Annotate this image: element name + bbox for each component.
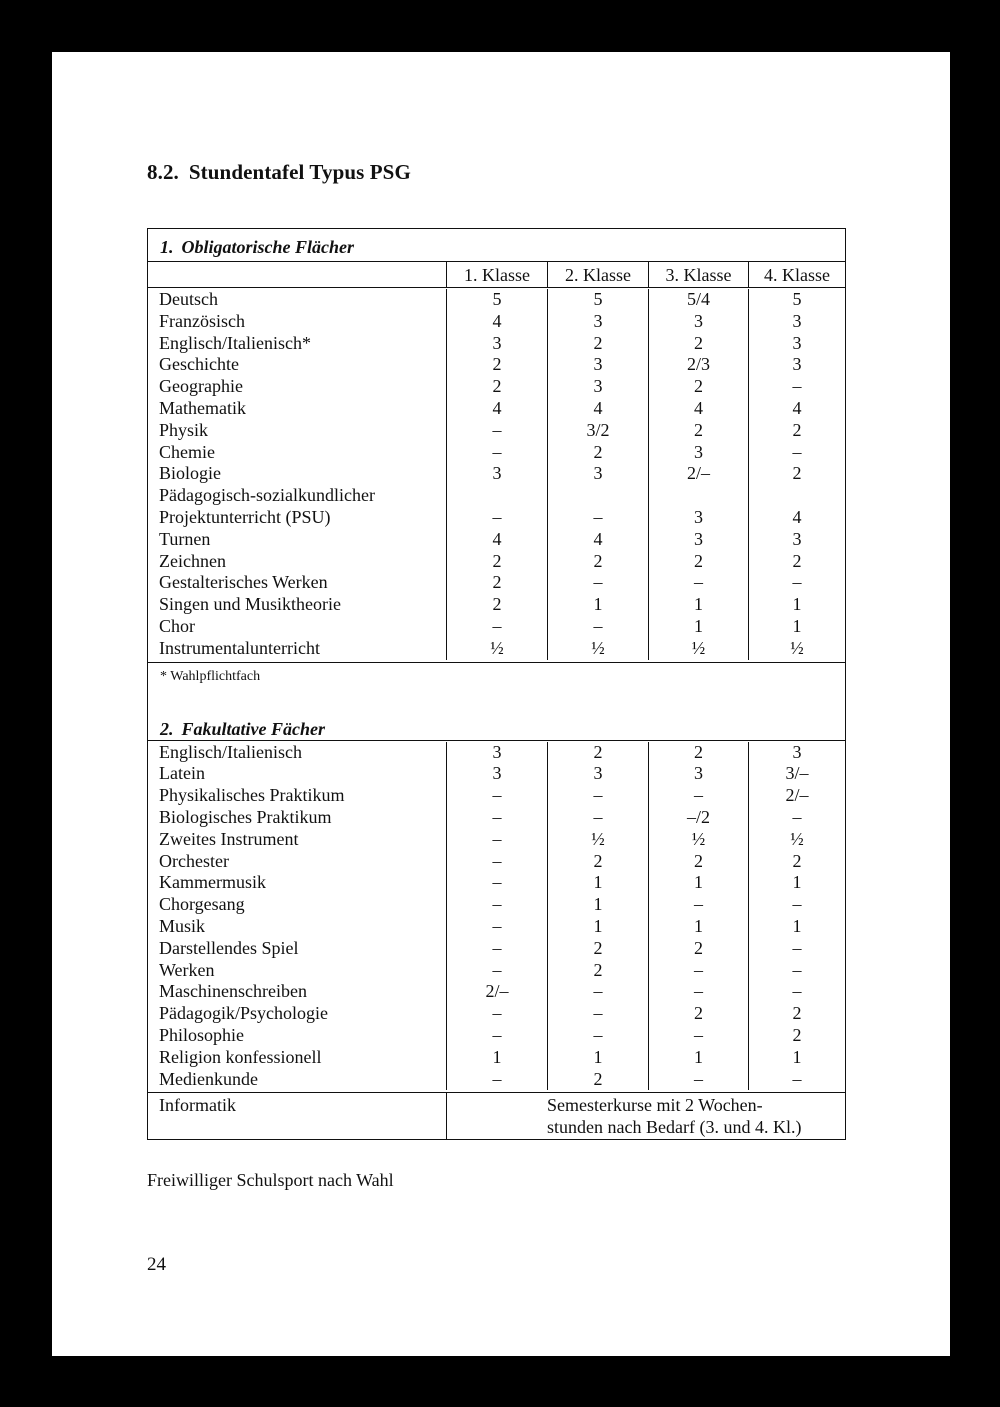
heading-number: 8.2.: [147, 160, 179, 184]
hours-cell: –: [748, 894, 845, 916]
section-1-number: 1.: [160, 237, 174, 257]
hours-cell: 3: [446, 763, 547, 785]
hours-cell: –: [446, 938, 547, 960]
hours-cell: –: [748, 1069, 845, 1091]
note-line: Semesterkurse mit 2 Wochen-: [547, 1095, 763, 1116]
hours-cell: –: [446, 894, 547, 916]
hours-cell: 2: [648, 1003, 748, 1025]
hours-cell: 2: [748, 1025, 845, 1047]
subject-name: Latein: [159, 763, 205, 784]
column-header: 3. Klasse: [648, 262, 748, 288]
hours-cell: 2/–: [748, 785, 845, 807]
subject-name: Singen und Musiktheorie: [159, 594, 341, 615]
hours-cell: 3: [446, 463, 547, 485]
hours-cell: –: [648, 960, 748, 982]
hours-cell: 3: [547, 311, 648, 333]
subject-name: Englisch/Italienisch*: [159, 332, 311, 353]
subject-name: Religion konfessionell: [159, 1046, 322, 1067]
hours-cell: –: [547, 807, 648, 829]
hours-cell: 2/–: [648, 463, 748, 485]
subject-name: Deutsch: [159, 289, 218, 309]
timetable: [147, 228, 846, 1140]
hours-cell: –: [547, 785, 648, 807]
hours-cell: –: [446, 785, 547, 807]
hours-cell: 3: [547, 763, 648, 785]
column-header: 2. Klasse: [547, 262, 648, 288]
hours-cell: 3/2: [547, 420, 648, 442]
hours-cell: ½: [648, 638, 748, 660]
hours-cell: [446, 485, 547, 507]
hours-cell: –: [748, 960, 845, 982]
section-2-rows: [148, 741, 845, 1093]
subject-name: Musik: [159, 915, 206, 936]
hours-cell: [547, 485, 648, 507]
hours-cell: 4: [547, 398, 648, 420]
heading-title: Stundentafel Typus PSG: [188, 160, 411, 184]
hours-cell: 3: [648, 507, 748, 529]
footer-text: Freiwilliger Schulsport nach Wahl: [147, 1170, 394, 1190]
hours-cell: 3: [648, 311, 748, 333]
hours-cell: 2/3: [648, 354, 748, 376]
hours-cell: 1: [648, 916, 748, 938]
hours-cell: 2: [547, 851, 648, 873]
hours-cell: 4: [547, 529, 648, 551]
hours-cell: 3: [446, 742, 547, 764]
subject-name: Kammermusik: [159, 872, 266, 893]
hours-cell: 1: [748, 594, 845, 616]
subject-name: Orchester: [159, 850, 229, 871]
column-header: 1. Klasse: [446, 262, 547, 288]
hours-cell: –: [748, 938, 845, 960]
subject-name: Werken: [159, 959, 215, 980]
footnote: * Wahlpflichtfach: [148, 662, 845, 718]
hours-cell: 2: [547, 938, 648, 960]
subject-name: Geschichte: [159, 354, 239, 375]
hours-cell: 5/4: [648, 289, 748, 311]
hours-cell: 1: [748, 1047, 845, 1069]
hours-cell: –: [446, 1003, 547, 1025]
hours-cell: 2/–: [446, 981, 547, 1003]
hours-cell: 3: [748, 742, 845, 764]
subject-name: Maschinenschreiben: [159, 981, 307, 1002]
hours-cell: –: [748, 981, 845, 1003]
header-subject-cell: [148, 262, 446, 288]
column-header: 4. Klasse: [748, 262, 845, 288]
hours-cell: –: [446, 1069, 547, 1091]
subject-name: Informatik: [159, 1095, 236, 1116]
subject-name: Pädagogik/Psychologie: [159, 1003, 328, 1024]
subject-name: Projektunterricht (PSU): [159, 506, 331, 527]
hours-cell: 2: [648, 551, 748, 573]
hours-cell: 1: [748, 616, 845, 638]
hours-cell: –: [547, 507, 648, 529]
hours-cell: 3: [648, 442, 748, 464]
hours-cell: –/2: [648, 807, 748, 829]
hours-cell: 3: [648, 763, 748, 785]
subject-name: Darstellendes Spiel: [159, 937, 299, 958]
hours-cell: –: [648, 785, 748, 807]
hours-cell: –: [748, 807, 845, 829]
subject-name: Geographie: [159, 376, 243, 397]
hours-cell: 3: [547, 463, 648, 485]
hours-cell: –: [547, 1025, 648, 1047]
hours-cell: 2: [446, 376, 547, 398]
hours-cell: 5: [446, 289, 547, 311]
subject-name: Chorgesang: [159, 894, 245, 915]
hours-cell: 3/–: [748, 763, 845, 785]
hours-cell: 4: [446, 529, 547, 551]
section-1-label: Obligatorische Flächer: [181, 237, 355, 257]
hours-cell: 2: [748, 851, 845, 873]
hours-cell: ½: [547, 638, 648, 660]
note-line: stunden nach Bedarf (3. und 4. Kl.): [547, 1117, 802, 1138]
hours-cell: 3: [748, 333, 845, 355]
hours-cell: 1: [748, 872, 845, 894]
hours-cell: 2: [547, 1069, 648, 1091]
hours-cell: 2: [648, 333, 748, 355]
subject-name: Englisch/Italienisch: [159, 741, 302, 762]
hours-cell: –: [446, 960, 547, 982]
subject-name: Biologisches Praktikum: [159, 806, 332, 827]
hours-cell: 3: [648, 529, 748, 551]
hours-cell: ½: [648, 829, 748, 851]
hours-cell: –: [547, 981, 648, 1003]
subject-name: Biologie: [159, 463, 221, 484]
hours-cell: ½: [748, 829, 845, 851]
hours-cell: 2: [748, 1003, 845, 1025]
hours-cell: 1: [648, 594, 748, 616]
subject-name: Gestalterisches Werken: [159, 572, 328, 593]
hours-cell: –: [446, 851, 547, 873]
hours-cell: –: [748, 376, 845, 398]
hours-cell: ½: [748, 638, 845, 660]
hours-cell: –: [446, 872, 547, 894]
hours-cell: 1: [547, 894, 648, 916]
hours-cell: –: [446, 616, 547, 638]
section-1-rows: [148, 288, 845, 662]
hours-cell: 2: [547, 442, 648, 464]
hours-cell: 2: [547, 742, 648, 764]
hours-cell: –: [446, 807, 547, 829]
hours-cell: [648, 485, 748, 507]
hours-cell: 3: [748, 529, 845, 551]
informatik-row: [148, 1092, 845, 1139]
hours-cell: 4: [748, 398, 845, 420]
subject-name: Turnen: [159, 528, 211, 549]
subject-name: Medienkunde: [159, 1068, 258, 1089]
section-2-label: Fakultative Fächer: [181, 718, 325, 739]
hours-cell: 3: [547, 376, 648, 398]
hours-cell: –: [748, 442, 845, 464]
hours-cell: 3: [748, 311, 845, 333]
subject-name: Pädagogisch-sozialkundlicher: [159, 485, 375, 506]
hours-cell: 1: [547, 1047, 648, 1069]
section-1-title: [148, 229, 845, 262]
hours-cell: 3: [547, 354, 648, 376]
hours-cell: –: [446, 442, 547, 464]
informatik-note: [446, 1093, 845, 1139]
hours-cell: 1: [547, 916, 648, 938]
hours-cell: 4: [748, 507, 845, 529]
hours-cell: 1: [648, 1047, 748, 1069]
hours-cell: 4: [446, 311, 547, 333]
subject-name: Instrumentalunterricht: [159, 637, 320, 658]
hours-cell: 2: [648, 938, 748, 960]
document-page: [52, 52, 950, 1356]
section-2-title: [148, 718, 845, 741]
subject-name: Philosophie: [159, 1024, 245, 1045]
hours-cell: 2: [648, 851, 748, 873]
hours-cell: –: [547, 616, 648, 638]
hours-cell: –: [748, 572, 845, 594]
subject-name: Französisch: [159, 310, 245, 331]
subject-name: Zweites Instrument: [159, 828, 299, 849]
hours-cell: 2: [547, 960, 648, 982]
subject-name: Chemie: [159, 441, 215, 462]
hours-cell: –: [547, 572, 648, 594]
column-header-row: [148, 262, 845, 288]
hours-cell: 4: [648, 398, 748, 420]
hours-cell: –: [446, 829, 547, 851]
hours-cell: –: [648, 894, 748, 916]
subject-name: Chor: [159, 615, 195, 636]
hours-cell: –: [648, 572, 748, 594]
hours-cell: –: [648, 981, 748, 1003]
hours-cell: 2: [648, 742, 748, 764]
hours-cell: 2: [446, 551, 547, 573]
subject-name: Physik: [159, 419, 209, 440]
hours-cell: 1: [648, 616, 748, 638]
hours-cell: –: [547, 1003, 648, 1025]
hours-cell: 1: [748, 916, 845, 938]
hours-cell: 1: [547, 594, 648, 616]
hours-cell: 1: [446, 1047, 547, 1069]
hours-cell: ½: [446, 638, 547, 660]
hours-cell: 2: [547, 551, 648, 573]
hours-cell: [748, 485, 845, 507]
hours-cell: 4: [446, 398, 547, 420]
hours-cell: 1: [547, 872, 648, 894]
hours-cell: ½: [547, 829, 648, 851]
hours-cell: –: [446, 1025, 547, 1047]
hours-cell: 3: [446, 333, 547, 355]
hours-cell: 2: [446, 594, 547, 616]
hours-cell: 2: [446, 572, 547, 594]
hours-cell: 2: [748, 420, 845, 442]
hours-cell: 2: [648, 420, 748, 442]
hours-cell: 5: [748, 289, 845, 311]
hours-cell: –: [446, 916, 547, 938]
hours-cell: 2: [748, 551, 845, 573]
section-2-number: 2.: [160, 718, 174, 739]
hours-cell: 2: [446, 354, 547, 376]
hours-cell: 1: [648, 872, 748, 894]
hours-cell: –: [446, 420, 547, 442]
hours-cell: 2: [547, 333, 648, 355]
hours-cell: 3: [748, 354, 845, 376]
hours-cell: –: [648, 1069, 748, 1091]
subject-name: Mathematik: [159, 397, 246, 418]
section-heading: [147, 160, 411, 185]
hours-cell: –: [446, 507, 547, 529]
subject-name: Physikalisches Praktikum: [159, 785, 345, 806]
subject-name: Zeichnen: [159, 550, 226, 571]
hours-cell: 2: [748, 463, 845, 485]
hours-cell: 2: [648, 376, 748, 398]
hours-cell: –: [648, 1025, 748, 1047]
hours-cell: 5: [547, 289, 648, 311]
page-number: 24: [147, 1254, 166, 1275]
